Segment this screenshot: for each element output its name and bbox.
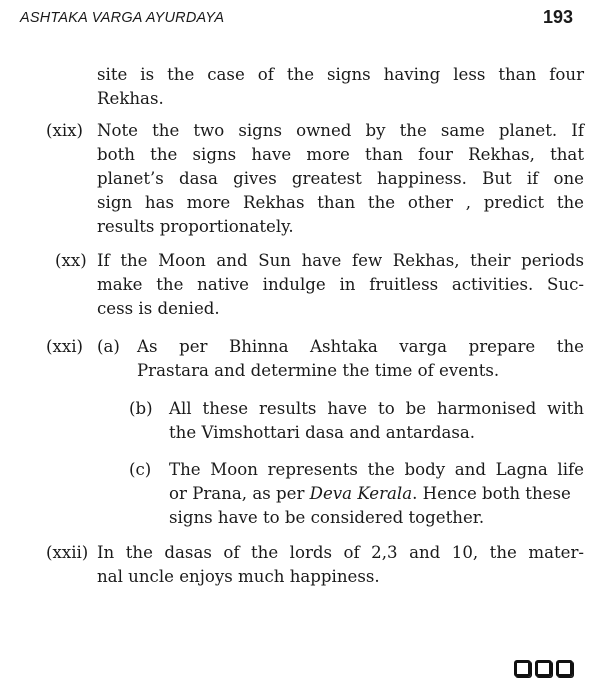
text-line: planet’s dasa gives greatest happiness. But if one — [97, 169, 584, 188]
item-label: (xxi) — [46, 337, 83, 356]
text-line: In the dasas of the lords of 2,3 and 10, the mater- — [97, 543, 584, 562]
text-line: results proportionately. — [97, 217, 294, 236]
text-line: make the native indulge in fruitless activities. Suc- — [97, 275, 584, 294]
square-icon — [556, 660, 573, 677]
item-label: (xix) — [46, 121, 83, 140]
text-line: The Moon represents the body and Lagna life — [169, 460, 584, 479]
square-icon — [514, 660, 531, 677]
text-run: or Prana, as per — [169, 484, 310, 503]
subitem-label: (a) — [97, 337, 120, 356]
text-line: signs have to be considered together. — [169, 508, 485, 527]
text-run: . Hence both these — [412, 484, 571, 503]
end-of-chapter-mark — [514, 660, 573, 677]
square-icon — [535, 660, 552, 677]
text-line: Note the two signs owned by the same planet. If — [97, 121, 584, 140]
text-line: All these results have to be harmonised with — [169, 399, 584, 418]
citation-title: Deva Kerala — [309, 484, 413, 503]
subitem-label: (c) — [129, 460, 152, 479]
subitem-label: (b) — [129, 399, 153, 418]
text-line: nal uncle enjoys much happiness. — [97, 567, 380, 586]
text-line: Rekhas. — [97, 89, 164, 108]
running-title: ASHTAKA VARGA AYURDAYA — [20, 10, 225, 26]
text-line: cess is denied. — [97, 299, 220, 318]
item-label: (xx) — [55, 251, 87, 270]
text-line: both the signs have more than four Rekhas, that — [97, 145, 584, 164]
page-number: 193 — [542, 7, 573, 27]
text-line: site is the case of the signs having less than four — [97, 65, 584, 84]
text-line: sign has more Rekhas than the other , predict the — [97, 193, 584, 212]
text-line: As per Bhinna Ashtaka varga prepare the — [137, 337, 584, 356]
text-line — [169, 482, 584, 506]
text-line: the Vimshottari dasa and antardasa. — [169, 423, 476, 442]
text-line: If the Moon and Sun have few Rekhas, their periods — [97, 251, 584, 270]
item-label: (xxii) — [46, 543, 89, 562]
text-line: Prastara and determine the time of events. — [137, 361, 500, 380]
